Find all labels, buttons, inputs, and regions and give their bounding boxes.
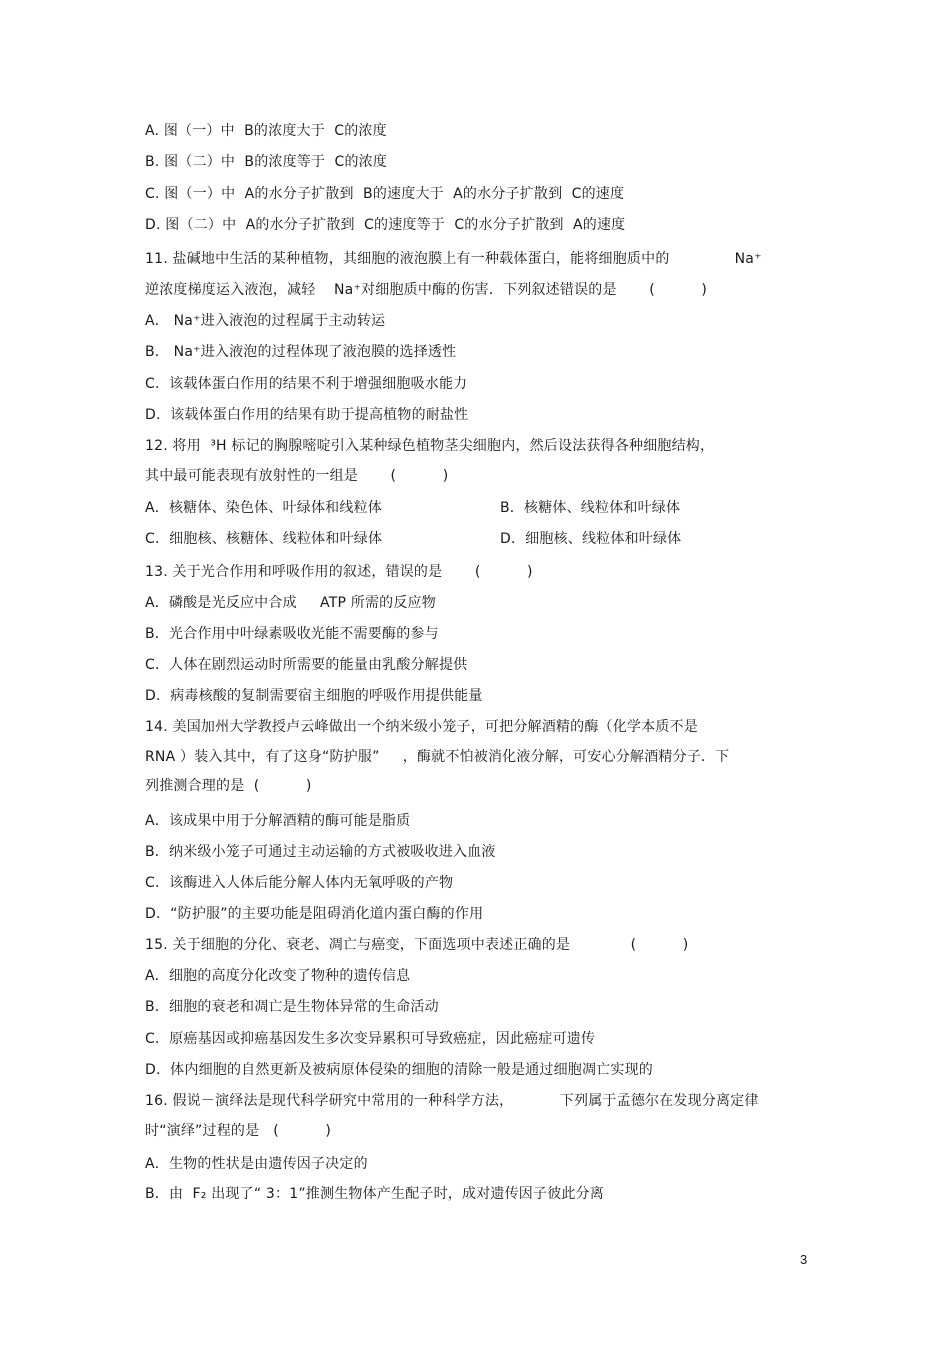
q12-stem-line1: 12. 将用 ³H 标记的胸腺嘧啶引入某种绿色植物茎尖细胞内，然后设法获得各种细胞结构， [145,438,715,454]
q12-option-c: C．细胞核、核糖体、线粒体和叶绿体 [145,531,383,547]
q15-option-a: A．细胞的高度分化改变了物种的遗传信息 [145,968,411,984]
q12-stem-line2: 其中最可能表现有放射性的一组是 ( ) [145,468,449,484]
q12-option-d: D．细胞核、线粒体和叶绿体 [500,531,682,547]
q10-option-d: D. 图（二）中 A的水分子扩散到 C的速度等于 C的水分子扩散到 A的速度 [145,217,626,233]
q15-option-b: B．细胞的衰老和凋亡是生物体异常的生命活动 [145,999,439,1015]
q13-option-d: D．病毒核酸的复制需要宿主细胞的呼吸作用提供能量 [145,688,483,704]
q16-option-b: B．由 F₂ 出现了“ 3：1”推测生物体产生配子时，成对遗传因子彼此分离 [145,1186,604,1202]
q16-stem-line1: 16. 假说－演绎法是现代科学研究中常用的一种科学方法， 下列属于孟德尔在发现分离定律 [145,1093,759,1109]
q16-stem-line2: 时“演绎”过程的是 ( ) [145,1123,332,1139]
q11-stem-line2: 逆浓度梯度运入液泡，减轻 Na⁺对细胞质中酶的伤害．下列叙述错误的是 ( ) [145,282,708,298]
q11-stem-line1: 11. 盐碱地中生活的某种植物，其细胞的液泡膜上有一种载体蛋白，能将细胞质中的 Na⁺ [145,251,762,267]
page-number: 3 [800,1252,808,1267]
q15-option-c: C．原癌基因或抑癌基因发生多次变异累积可导致癌症，因此癌症可遗传 [145,1031,596,1047]
q10-option-a: A. 图（一）中 B的浓度大于 C的浓度 [145,123,387,139]
q11-option-a: A． Na⁺进入液泡的过程属于主动转运 [145,313,386,329]
q12-option-b: B．核糖体、线粒体和叶绿体 [500,500,681,516]
q14-option-d: D．“防护服”的主要功能是阻碍消化道内蛋白酶的作用 [145,906,484,922]
q13-option-a: A．磷酸是光反应中合成 ATP 所需的反应物 [145,595,436,611]
q11-option-b: B． Na⁺进入液泡的过程体现了液泡膜的选择透性 [145,344,457,360]
q14-option-a: A．该成果中用于分解酒精的酶可能是脂质 [145,813,411,829]
q14-stem-line3: 列推测合理的是 ( ) [145,778,312,794]
q12-option-a: A．核糖体、染色体、叶绿体和线粒体 [145,500,382,516]
q13-option-c: C．人体在剧烈运动时所需要的能量由乳酸分解提供 [145,657,468,673]
q11-option-c: C．该载体蛋白作用的结果不利于增强细胞吸水能力 [145,376,468,392]
q10-option-b: B. 图（二）中 B的浓度等于 C的浓度 [145,154,388,170]
q15-stem: 15. 关于细胞的分化、衰老、凋亡与癌变，下面选项中表述正确的是 ( ) [145,937,689,953]
q11-option-d: D．该载体蛋白作用的结果有助于提高植物的耐盐性 [145,407,469,423]
q15-option-d: D．体内细胞的自然更新及被病原体侵染的细胞的清除一般是通过细胞凋亡实现的 [145,1062,653,1078]
q14-stem-line1: 14. 美国加州大学教授卢云峰做出一个纳米级小笼子，可把分解酒精的酶（化学本质不是 [145,719,698,735]
q13-stem: 13. 关于光合作用和呼吸作用的叙述，错误的是 ( ) [145,564,533,580]
q14-option-b: B．纳米级小笼子可通过主动运输的方式被吸收进入血液 [145,844,496,860]
q10-option-c: C. 图（一）中 A的水分子扩散到 B的速度大于 A的水分子扩散到 C的速度 [145,186,625,202]
q14-stem-line2: RNA ）装入其中，有了这身“防护服” ，酶就不怕被消化液分解，可安心分解酒精分子．下 [145,749,730,765]
q13-option-b: B．光合作用中叶绿素吸收光能不需要酶的参与 [145,626,439,642]
q14-option-c: C．该酶进入人体后能分解人体内无氧呼吸的产物 [145,875,454,891]
q16-option-a: A．生物的性状是由遗传因子决定的 [145,1156,368,1172]
